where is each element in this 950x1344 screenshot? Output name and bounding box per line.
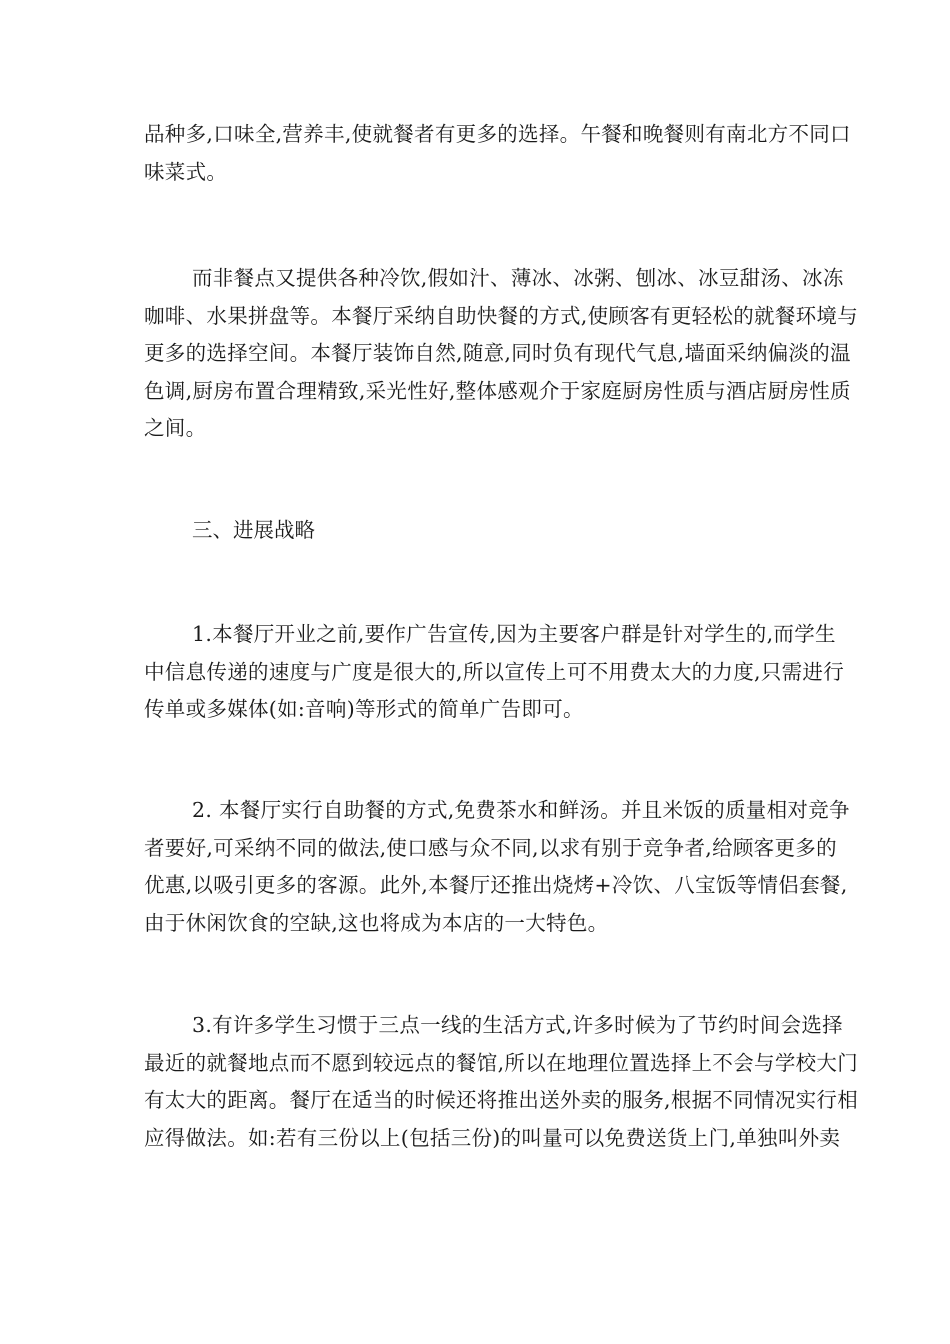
text-line: 者要好,可采纳不同的做法,使口感与众不同,以求有别于竞争者,给顾客更多的 <box>144 835 837 860</box>
text-line: 色调,厨房布置合理精致,采光性好,整体感观介于家庭厨房性质与酒店厨房性质 <box>144 378 851 403</box>
text-line: 最近的就餐地点而不愿到较远点的餐馆,所以在地理位置选择上不会与学校大门 <box>144 1050 859 1075</box>
paragraph-cold-drinks <box>144 260 859 448</box>
paragraph-menu-variety <box>144 116 851 191</box>
text-line: 味菜式。 <box>144 159 228 184</box>
text-line: 3.有许多学生习惯于三点一线的生活方式,许多时候为了节约时间会选择 <box>192 1013 843 1037</box>
text-line: 品种多,口味全,营养丰,使就餐者有更多的选择。午餐和晚餐则有南北方不同口 <box>144 122 851 146</box>
text-line: 由于休闲饮食的空缺,这也将成为本店的一大特色。 <box>144 910 609 935</box>
text-line: 有太大的距离。餐厅在适当的时候还将推出送外卖的服务,根据不同情况实行相 <box>144 1088 859 1112</box>
text-line: 而非餐点又提供各种冷饮,假如汁、薄冰、冰粥、刨冰、冰豆甜汤、冰冻 <box>192 266 844 290</box>
text-line: 应得做法。如:若有三份以上(包括三份)的叫量可以免费送货上门,单独叫外卖 <box>144 1125 841 1150</box>
section-heading-text: 三、进展战略 <box>192 518 315 542</box>
text-line: 1.本餐厅开业之前,要作广告宣传,因为主要客户群是针对学生的,而学生 <box>192 622 836 646</box>
paragraph-strategy-3 <box>144 1007 859 1157</box>
paragraph-strategy-1 <box>144 616 845 729</box>
text-line: 传单或多媒体(如:音响)等形式的简单广告即可。 <box>144 697 584 721</box>
section-heading <box>192 512 315 550</box>
text-line: 中信息传递的速度与广度是很大的,所以宣传上可不用费太大的力度,只需进行 <box>144 659 845 684</box>
text-line: 更多的选择空间。本餐厅装饰自然,随意,同时负有现代气息,墙面采纳偏淡的温 <box>144 341 851 365</box>
paragraph-strategy-2 <box>144 792 850 942</box>
text-line: 之间。 <box>144 416 207 440</box>
text-line: 优惠,以吸引更多的客源。此外,本餐厅还推出烧烤+冷饮、八宝饭等情侣套餐, <box>144 873 848 897</box>
text-line: 咖啡、水果拼盘等。本餐厅采纳自助快餐的方式,使顾客有更轻松的就餐环境与 <box>144 303 859 328</box>
text-line: 2. 本餐厅实行自助餐的方式,免费茶水和鲜汤。并且米饭的质量相对竞争 <box>192 798 850 822</box>
